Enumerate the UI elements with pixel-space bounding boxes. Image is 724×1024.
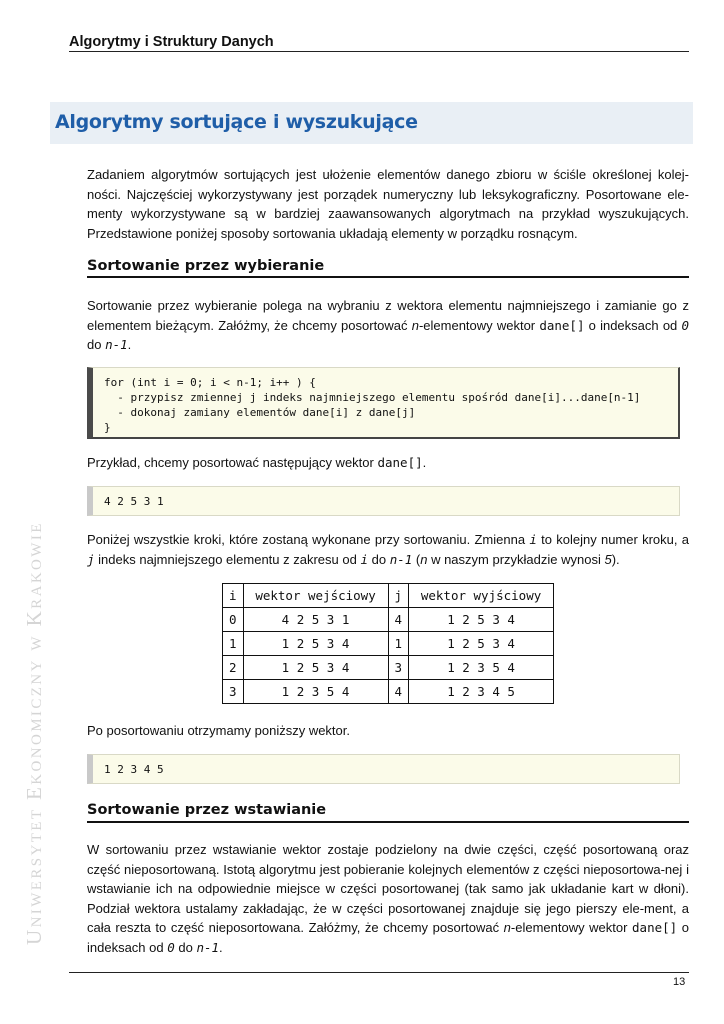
chapter-heading-box xyxy=(50,102,693,144)
text-run: o indeksach od xyxy=(87,920,689,955)
code-line: - dokonaj zamiany elementów dane[i] z dane[j] xyxy=(104,406,416,419)
table-cell: 1 2 3 5 4 xyxy=(243,680,388,704)
input-vector-box xyxy=(87,486,680,516)
table-cell: 1 2 5 3 4 xyxy=(243,632,388,656)
code-n-minus-1: n-1 xyxy=(389,551,413,567)
text-run: W sortowaniu przez wstawianie wektor zostaje podzielony na dwie części, część posortowaną oraz część nieposortowaną. Istotą algorytmu jest pobieranie kolejnych elementów z części nieposortowa-nej i wstawianie ich na odpowiednie miejsce w części posortowanej (tak samo jak układanie kart w dłoni). Podział wektora ustalamy zakładając, że w części posortowanej znajduje się jego pierszy ele-ment, a cała reszta to część nieposortowana. Załóżmy, że chcemy posortować xyxy=(87,842,689,935)
table-cell: 1 2 5 3 4 xyxy=(409,632,554,656)
table-row xyxy=(223,632,554,656)
result-text: Po posortowaniu otrzymamy poniższy wektor. xyxy=(87,723,350,738)
footer-rule xyxy=(69,972,689,973)
text-run: do xyxy=(87,337,106,352)
text-run: Sortowanie przez wybieranie polega na wybraniu z wektora elementu najmniejszego i zamianie go z elementem bieżącym. Załóżmy, że chcemy posortować xyxy=(87,298,689,333)
code-n-minus-1: n-1 xyxy=(196,939,220,955)
table-cell: 1 xyxy=(223,632,244,656)
text-run: ( xyxy=(412,551,421,567)
selection-code-block xyxy=(87,367,680,439)
table-cell: 0 xyxy=(223,608,244,632)
value-five: 5 xyxy=(604,551,612,567)
text-run: o indeksach od xyxy=(584,317,682,333)
section-title-selection: Sortowanie przez wybieranie xyxy=(87,258,325,274)
section-title-insertion: Sortowanie przez wstawianie xyxy=(87,802,327,818)
text-run: do xyxy=(174,939,197,955)
table-cell: 4 2 5 3 1 xyxy=(243,608,388,632)
table-header-cell: wektor wyjściowy xyxy=(409,584,554,608)
text-run: . xyxy=(422,455,427,470)
text-run: do xyxy=(368,551,390,567)
code-line: } xyxy=(104,421,111,434)
input-vector: 4 2 5 3 1 xyxy=(104,495,164,508)
text-run: . xyxy=(127,337,132,352)
var-j: j xyxy=(87,551,95,567)
header-rule xyxy=(69,51,689,52)
text-run: Poniżej wszystkie kroki, które zostaną wykonane przy sortowaniu. Zmienna xyxy=(87,532,530,547)
text-run: Przykład, chcemy posortować następujący wektor xyxy=(87,455,378,470)
table-cell: 4 xyxy=(388,608,409,632)
var-i: i xyxy=(529,532,537,547)
text-run: -elementowy wektor xyxy=(418,317,540,333)
table-header-cell: i xyxy=(223,584,244,608)
table-row xyxy=(223,656,554,680)
table-header-cell: wektor wejściowy xyxy=(243,584,388,608)
university-watermark: Uniwersytet Ekonomiczny w Krakowie xyxy=(22,521,46,945)
code-line: for (int i = 0; i < n-1; i++ ) { xyxy=(104,376,316,389)
text-run: indeks najmniejszego elementu z zakresu od xyxy=(94,551,361,567)
intro-text: Zadaniem algorytmów sortujących jest ułożenie elementów danego zbioru w ściśle określonej kolej-ności. Najczęściej wykorzystywany jest porządek numeryczny lub leksykograficzny. Posortowane ele-menty wykorzystywane są w bardziej zaawansowanych algorytmach na przykład wyszukujących. Przedstawione poniżej sposoby sortowania układają elementy w porządku rosnącym. xyxy=(87,167,689,241)
example-intro xyxy=(87,453,689,473)
section-rule-selection xyxy=(87,276,689,278)
table-cell: 3 xyxy=(223,680,244,704)
table-header-cell: j xyxy=(388,584,409,608)
code-dane: dane[] xyxy=(539,317,585,333)
var-n: n xyxy=(503,920,511,935)
code-n-minus-1: n-1 xyxy=(105,337,128,352)
table-header-row xyxy=(223,584,554,608)
result-vector: 1 2 3 4 5 xyxy=(104,763,164,776)
table-row xyxy=(223,608,554,632)
table-cell: 4 xyxy=(388,680,409,704)
table-cell: 1 xyxy=(388,632,409,656)
var-n: n xyxy=(420,551,428,567)
table-row xyxy=(223,680,554,704)
text-run: . xyxy=(219,939,223,955)
table-cell: 1 2 3 5 4 xyxy=(409,656,554,680)
text-run: to kolejny numer kroku, a xyxy=(536,532,689,547)
text-run: -elementowy wektor xyxy=(510,920,633,935)
selection-description xyxy=(87,296,689,355)
text-run: w naszym przykładzie wynosi xyxy=(427,551,605,567)
code-line: - przypisz zmiennej j indeks najmniejszego elementu spośród dane[i]...dane[n-1] xyxy=(104,391,641,404)
section-rule-insertion xyxy=(87,821,689,823)
table-cell: 1 2 5 3 4 xyxy=(409,608,554,632)
code-zero: 0 xyxy=(167,939,175,955)
table-cell: 1 2 5 3 4 xyxy=(243,656,388,680)
result-intro xyxy=(87,721,689,741)
steps-description xyxy=(87,530,689,569)
table-cell: 2 xyxy=(223,656,244,680)
chapter-title: Algorytmy sortujące i wyszukujące xyxy=(55,111,418,133)
text-run: ). xyxy=(611,551,620,567)
sorting-steps-table xyxy=(222,583,554,704)
code-dane: dane[] xyxy=(632,920,678,935)
running-header-title: Algorytmy i Struktury Danych xyxy=(69,34,274,50)
code-dane: dane[] xyxy=(377,455,423,470)
table-cell: 1 2 3 4 5 xyxy=(409,680,554,704)
result-vector-box xyxy=(87,754,680,784)
var-i: i xyxy=(360,551,368,567)
insertion-description xyxy=(87,840,689,957)
code-zero: 0 xyxy=(681,317,689,333)
page-number: 13 xyxy=(673,976,686,988)
table-cell: 3 xyxy=(388,656,409,680)
intro-paragraph xyxy=(87,165,689,243)
var-n: n xyxy=(411,317,419,333)
